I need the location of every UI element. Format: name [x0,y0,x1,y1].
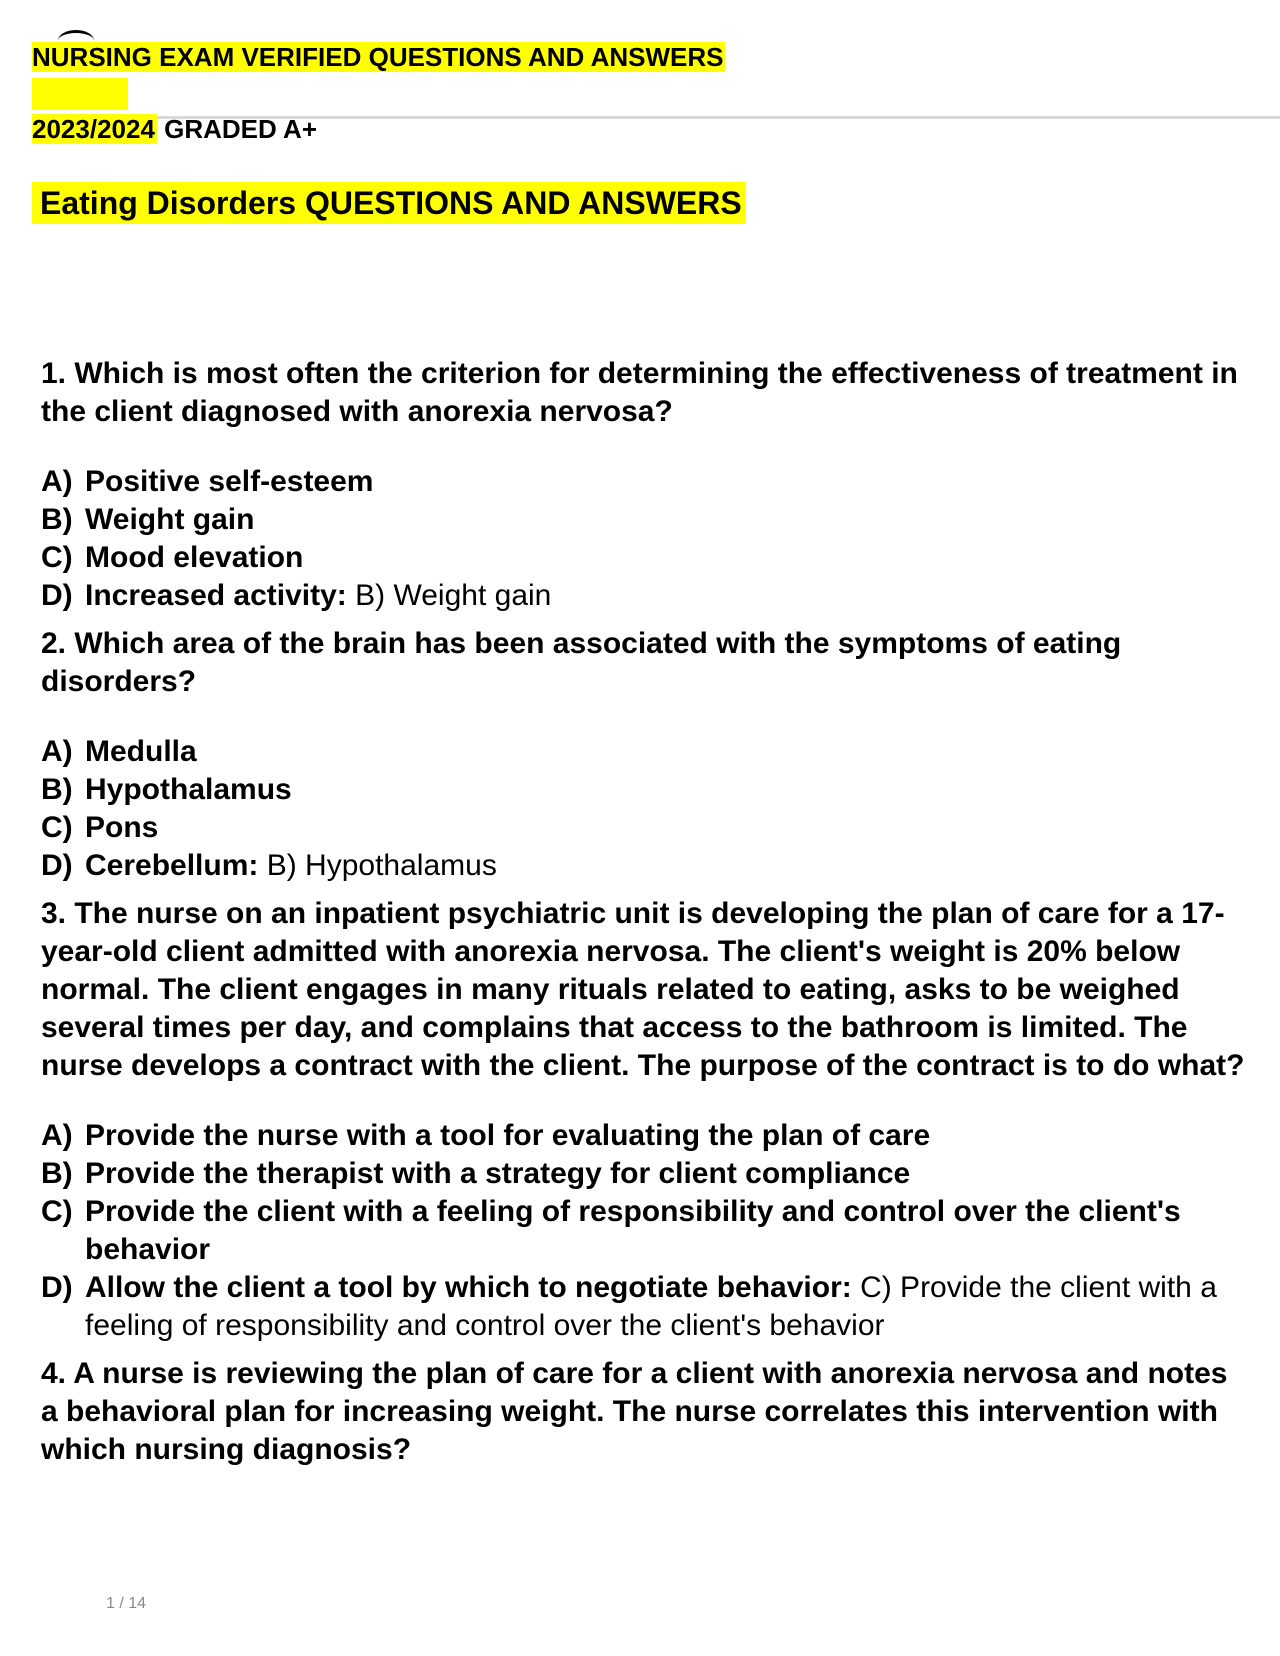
option-item [41,1193,1251,1269]
document-title [32,40,1252,74]
option-letter: B) [41,503,73,536]
option-text-with-answer [85,1269,1251,1345]
option-letter: D) [41,1271,73,1304]
header-rule [154,116,1280,119]
question-text: 2. Which area of the brain has been associated with the symptoms of eating disorders? [41,627,1122,698]
option-item [41,1155,1251,1193]
option-letter: D) [41,849,73,882]
page-indicator: 1 / 14 [106,1595,147,1612]
option-item [41,463,1251,501]
option-letter: A) [41,1119,73,1152]
answer-text: C) Provide the client with a feeling of responsibility and control over the client's behavior [85,1271,1217,1342]
option-item [41,1117,1251,1155]
option-list [41,463,1251,615]
option-item [41,847,1251,885]
section-title: Eating Disorders QUESTIONS AND ANSWERS [32,182,746,224]
answer-text: B) Hypothalamus [258,849,497,882]
option-text: Medulla [85,735,197,768]
year-text: 2023/2024 [32,114,155,144]
option-text: Cerebellum: [85,849,259,882]
question-block-1 [41,355,1251,615]
grade-text: GRADED A+ [156,114,318,144]
option-letter: D) [41,579,73,612]
option-letter: C) [41,541,73,574]
option-item [41,771,1251,809]
option-letter: A) [41,465,73,498]
question-list [41,355,1251,1501]
question-block-3 [41,895,1251,1345]
option-letter: A) [41,735,73,768]
year-grade-line [32,112,317,146]
option-text-with-answer [85,847,1251,885]
option-text: Allow the client a tool by which to negotiate behavior: [85,1271,852,1304]
option-text: Weight gain [85,503,255,536]
question-text: 3. The nurse on an inpatient psychiatric unit is developing the plan of care for a 17-year-old client admitted with anorexia nervosa. The client's weight is 20% below normal. The client engages in many rituals related to eating, asks to be weighed several times per day, and complains that access to the bathroom is limited. The nurse develops a contract with the client. The purpose of the contract is to do what? [41,897,1245,1082]
option-letter: C) [41,811,73,844]
option-text: Mood elevation [85,541,304,574]
highlight-block [32,78,128,110]
option-item [41,501,1251,539]
document-title-text: NURSING EXAM VERIFIED QUESTIONS AND ANSWERS [32,42,724,72]
question-text: 4. A nurse is reviewing the plan of care for a client with anorexia nervosa and notes a behavioral plan for increasing weight. The nurse correlates this intervention with which nursing diagnosis? [41,1357,1228,1466]
option-item [41,1269,1251,1345]
option-item [41,809,1251,847]
option-text-with-answer [85,577,1251,615]
option-item [41,733,1251,771]
option-letter: B) [41,1157,73,1190]
question-block-4 [41,1355,1251,1469]
option-text: Positive self-esteem [85,465,374,498]
option-letter: B) [41,773,73,806]
option-text: Provide the client with a feeling of responsibility and control over the client's behavior [85,1195,1181,1266]
option-item [41,577,1251,615]
option-text: Increased activity: [85,579,347,612]
question-text: 1. Which is most often the criterion for determining the effectiveness of treatment in the client diagnosed with anorexia nervosa? [41,357,1238,428]
option-text: Provide the therapist with a strategy for client compliance [85,1157,911,1190]
logo-arc-icon [58,30,94,51]
answer-text: B) Weight gain [346,579,552,612]
option-text: Hypothalamus [85,773,292,806]
option-text: Provide the nurse with a tool for evaluating the plan of care [85,1119,931,1152]
option-text: Pons [85,811,159,844]
option-list [41,733,1251,885]
option-letter: C) [41,1195,73,1228]
document-header [32,40,1252,144]
option-item [41,539,1251,577]
question-block-2 [41,625,1251,885]
option-list [41,1117,1251,1345]
